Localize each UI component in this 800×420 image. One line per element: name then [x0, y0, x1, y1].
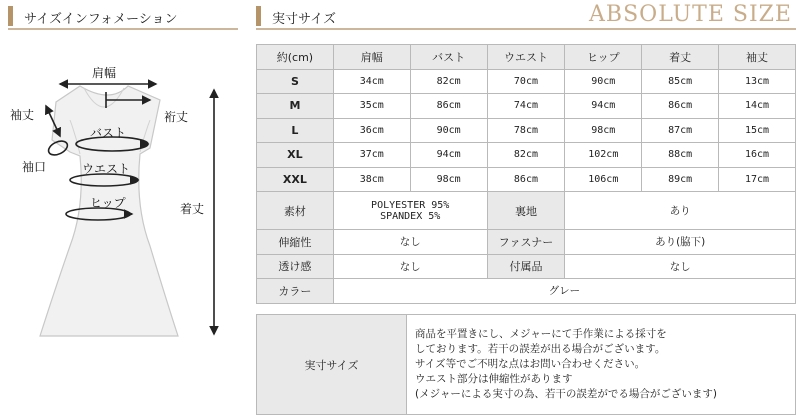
dress-illustration — [0, 36, 250, 420]
spec-label-material: 素材 — [257, 192, 334, 230]
spec-value-sheer: なし — [333, 254, 487, 279]
table-cell: 94cm — [410, 143, 487, 168]
table-row — [257, 94, 796, 119]
header-underline — [8, 28, 238, 30]
actual-size-title: 実寸サイズ — [272, 12, 336, 27]
material-line: SPANDEX 5% — [380, 210, 441, 222]
table-cell: 89cm — [642, 167, 719, 192]
spec-label-lining: 裏地 — [487, 192, 565, 230]
spec-row-color — [257, 279, 796, 304]
table-cell: 17cm — [719, 167, 796, 192]
label-bust: バスト — [90, 126, 127, 140]
spec-value-stretch: なし — [333, 230, 487, 255]
table-cell: 38cm — [333, 167, 410, 192]
table-cell: 87cm — [642, 118, 719, 143]
spec-label-color: カラー — [257, 279, 334, 304]
table-cell: 88cm — [642, 143, 719, 168]
table-cell: 98cm — [410, 167, 487, 192]
size-info-header — [8, 2, 238, 30]
spec-row-sheer — [257, 254, 796, 279]
col-header-hip: ヒップ — [565, 45, 642, 70]
col-header-length: 着丈 — [642, 45, 719, 70]
table-cell: 82cm — [410, 69, 487, 94]
spec-label-stretch: 伸縮性 — [257, 230, 334, 255]
table-cell: 16cm — [719, 143, 796, 168]
dress-measurement-diagram — [0, 36, 250, 420]
table-row — [257, 143, 796, 168]
table-cell: 102cm — [565, 143, 642, 168]
label-yuki: 裄丈 — [164, 110, 189, 124]
col-header-shoulder: 肩幅 — [333, 45, 410, 70]
table-cell: 14cm — [719, 94, 796, 119]
table-cell: 85cm — [642, 69, 719, 94]
header-underline — [256, 28, 796, 30]
table-cell: 86cm — [410, 94, 487, 119]
measurement-note-table — [256, 314, 796, 415]
note-label: 実寸サイズ — [257, 315, 407, 415]
spec-label-sheer: 透け感 — [257, 254, 334, 279]
table-cell: 90cm — [410, 118, 487, 143]
size-table-header-row — [257, 45, 796, 70]
size-label: XL — [257, 143, 334, 168]
table-cell: 94cm — [565, 94, 642, 119]
col-header-waist: ウエスト — [487, 45, 565, 70]
note-line: ウエスト部分は伸縮性があります — [415, 373, 573, 385]
table-cell: 98cm — [565, 118, 642, 143]
size-label: XXL — [257, 167, 334, 192]
spec-row-material — [257, 192, 796, 230]
label-sleeve-length: 袖丈 — [10, 108, 35, 122]
table-row — [257, 167, 796, 192]
table-cell: 35cm — [333, 94, 410, 119]
label-cuff: 袖口 — [22, 160, 47, 174]
size-info-title: サイズインフォメーション — [24, 12, 178, 27]
spec-value-lining: あり — [565, 192, 796, 230]
note-text — [407, 315, 796, 415]
table-cell: 90cm — [565, 69, 642, 94]
header-accent-bar — [8, 6, 13, 26]
table-cell: 37cm — [333, 143, 410, 168]
table-cell: 15cm — [719, 118, 796, 143]
col-header-unit: 約(cm) — [257, 45, 334, 70]
table-cell: 82cm — [487, 143, 565, 168]
note-line: 商品を平置きにし、メジャーにて手作業による採寸を — [415, 328, 667, 340]
spec-value-material — [333, 192, 487, 230]
col-header-bust: バスト — [410, 45, 487, 70]
table-cell: 106cm — [565, 167, 642, 192]
table-cell: 13cm — [719, 69, 796, 94]
size-label: S — [257, 69, 334, 94]
size-table — [256, 44, 796, 304]
table-cell: 36cm — [333, 118, 410, 143]
table-row — [257, 118, 796, 143]
col-header-sleeve: 袖丈 — [719, 45, 796, 70]
spec-label-accessory: 付属品 — [487, 254, 565, 279]
size-label: M — [257, 94, 334, 119]
label-hip: ヒップ — [90, 196, 126, 210]
note-row — [257, 315, 796, 415]
header-accent-bar — [256, 6, 261, 26]
spec-value-fastener: あり(脇下) — [565, 230, 796, 255]
note-line: サイズ等でご不明な点はお問い合わせください。 — [415, 358, 646, 370]
material-line: POLYESTER 95% — [371, 199, 450, 211]
note-line: (メジャーによる実寸の為、若干の誤差がでる場合がございます) — [415, 388, 717, 400]
table-cell: 74cm — [487, 94, 565, 119]
size-label: L — [257, 118, 334, 143]
spec-value-accessory: なし — [565, 254, 796, 279]
spec-value-color: グレー — [333, 279, 795, 304]
table-cell: 78cm — [487, 118, 565, 143]
label-shoulder: 肩幅 — [92, 66, 117, 80]
label-length: 着丈 — [180, 202, 205, 216]
spec-label-fastener: ファスナー — [487, 230, 565, 255]
table-row — [257, 69, 796, 94]
table-cell: 86cm — [487, 167, 565, 192]
absolute-size-deco: ABSOLUTE SIZE — [589, 2, 792, 27]
actual-size-header — [256, 2, 796, 30]
spec-row-stretch — [257, 230, 796, 255]
table-cell: 86cm — [642, 94, 719, 119]
label-waist: ウエスト — [82, 162, 131, 176]
note-line: しております。若干の誤差が出る場合がございます。 — [415, 343, 666, 355]
table-cell: 70cm — [487, 69, 565, 94]
table-cell: 34cm — [333, 69, 410, 94]
